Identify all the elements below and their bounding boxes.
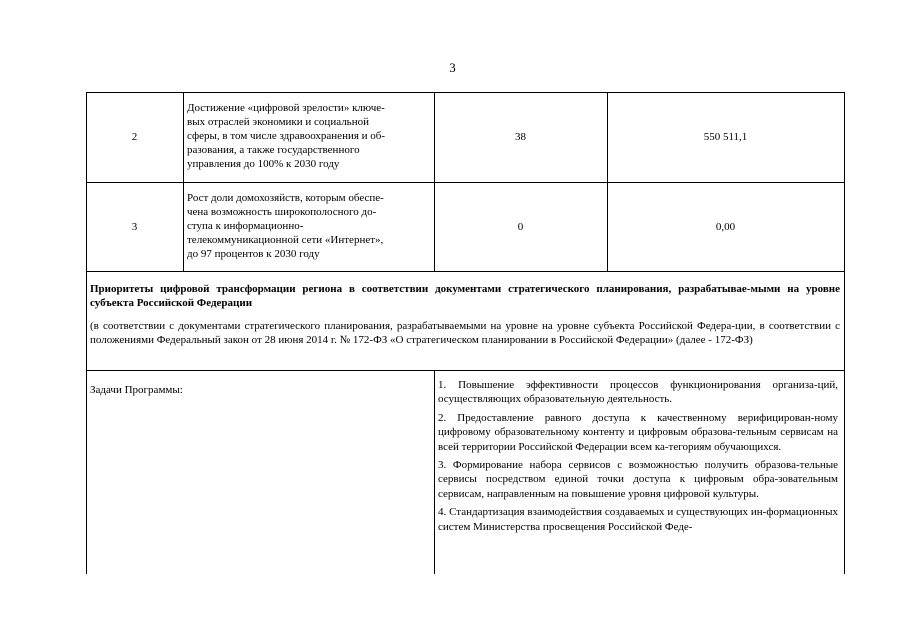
indicator-description [187, 101, 433, 171]
priority-note: (в соответствии с документами стратегического планирования, разрабатываемыми на уровне на уровне субъекта Российской Федера-ции, в соответствии с положениями Федеральный закон от 28 июня 2014 г. № 172-ФЗ «О стратегическом планировании в Российской Федерации» (далее - 172-ФЗ) [90, 320, 840, 346]
task-item: 2. Предоставление равного доступа к качественному верифицирован-ному цифровому образовательному контенту и цифровым образова-тельным сервисам на всей территории Российской Федерации всем ка-тегориям обучающихся. [438, 411, 838, 453]
row-divider [86, 370, 845, 371]
document-table [86, 92, 845, 574]
task-item: 3. Формирование набора сервисов с возможностью получить образова-тельные сервисы посредством единой точки доступа к цифровым обра-зовательным сервисам, направленным на повышение уровня цифровой культуры. [438, 459, 838, 500]
indicator-description [187, 191, 433, 261]
column-divider [434, 370, 435, 574]
funding-value: 550 511,1 [703, 131, 748, 143]
page-number: 3 [449, 60, 456, 75]
row-number: 3 [131, 220, 138, 233]
text-line: управления до 100% к 2030 году [187, 158, 340, 170]
text-line: ступа к информационно- [187, 220, 304, 232]
text-line: Достижение «цифровой зрелости» ключе- [187, 102, 385, 114]
text-line: сферы, в том числе здравоохранения и об- [187, 130, 386, 142]
text-line: до 97 процентов к 2030 году [187, 248, 320, 260]
table-border-right [844, 92, 845, 574]
task-item: 4. Стандартизация взаимодействия создаваемых и существующих ин-формационных систем Министерства просвещения Российской Феде- [438, 506, 838, 533]
text-line: разования, а также государственного [187, 144, 360, 156]
text-line: Рост доли домохозяйств, которым обеспе- [187, 192, 384, 204]
tasks-list [438, 378, 838, 538]
funding-value: 0,00 [715, 220, 736, 233]
task-item: 1. Повышение эффективности процессов функционирования организа-ций, осуществляющих образовательную деятельность. [438, 379, 838, 406]
tasks-label: Задачи Программы: [90, 384, 183, 396]
indicator-value: 0 [517, 220, 524, 233]
text-line: вых отраслей экономики и социальной [187, 116, 369, 128]
column-divider [183, 92, 184, 271]
row-number: 2 [131, 131, 138, 143]
text-line: чена возможность широкополосного до- [187, 206, 377, 218]
text-line: телекоммуникационной сети «Интернет», [187, 234, 384, 246]
priority-title: Приоритеты цифровой трансформации региона в соответствии документами стратегического планирования, разрабатывае-мыми на уровне субъекта Российской Федерации [90, 283, 840, 309]
indicator-value: 38 [515, 131, 526, 143]
row-divider [86, 271, 845, 272]
